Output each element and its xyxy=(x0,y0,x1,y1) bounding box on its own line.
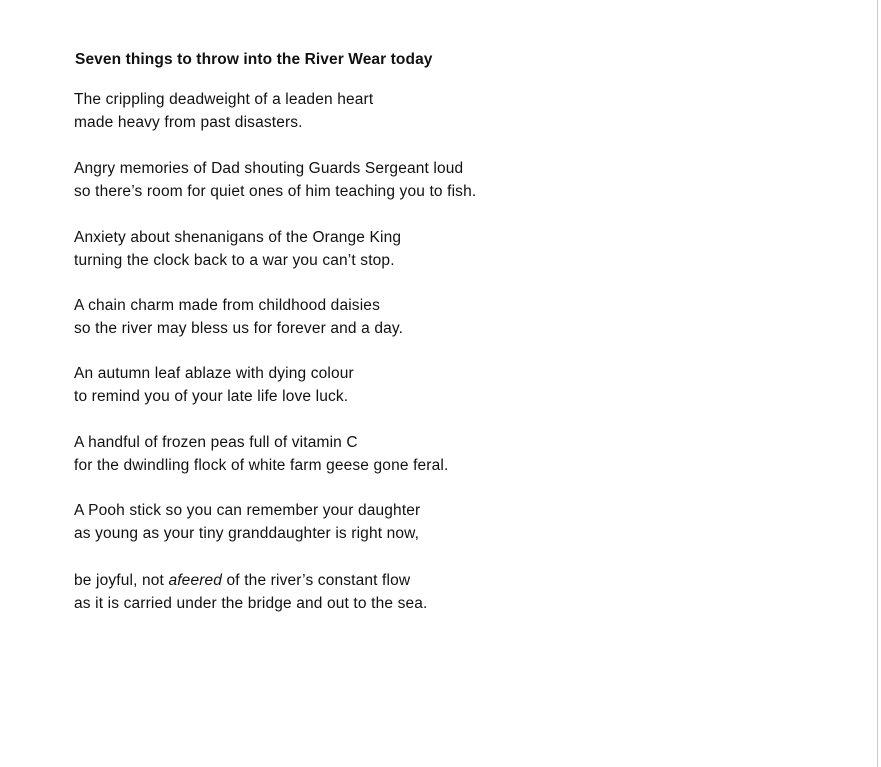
stanza-3 xyxy=(74,226,401,272)
stanza-line-text: of the river’s constant flow xyxy=(222,572,411,589)
stanza-line: A chain charm made from childhood daisies xyxy=(74,297,380,314)
stanza-line: The crippling deadweight of a leaden heart xyxy=(74,91,374,108)
stanza-line-text: be joyful, not xyxy=(74,572,169,589)
stanza-line: A Pooh stick so you can remember your daughter xyxy=(74,502,421,519)
stanza-line: as it is carried under the bridge and out to the sea. xyxy=(74,595,428,612)
stanza-line: A handful of frozen peas full of vitamin C xyxy=(74,434,358,451)
stanza-line: so there’s room for quiet ones of him teaching you to fish. xyxy=(74,183,477,200)
stanza-line xyxy=(74,569,427,592)
stanza-2 xyxy=(74,157,476,203)
stanza-8 xyxy=(74,569,427,615)
stanza-line: to remind you of your late life love luck. xyxy=(74,388,349,405)
stanza-line: made heavy from past disasters. xyxy=(74,114,303,131)
stanza-line: An autumn leaf ablaze with dying colour xyxy=(74,365,354,382)
stanza-1 xyxy=(74,88,373,134)
stanza-7 xyxy=(74,499,420,545)
stanza-line: turning the clock back to a war you can’t stop. xyxy=(74,252,395,269)
page-edge-divider xyxy=(877,0,878,767)
stanza-line: for the dwindling flock of white farm geese gone feral. xyxy=(74,457,449,474)
poem-title: Seven things to throw into the River Wear today xyxy=(75,51,433,68)
stanza-line: Angry memories of Dad shouting Guards Sergeant loud xyxy=(74,160,464,177)
stanza-4 xyxy=(74,294,403,340)
stanza-line: Anxiety about shenanigans of the Orange King xyxy=(74,229,402,246)
stanza-6 xyxy=(74,431,448,477)
italic-word: afeered xyxy=(168,572,223,589)
stanza-5 xyxy=(74,362,354,408)
stanza-line: so the river may bless us for forever and a day. xyxy=(74,320,404,337)
stanza-line: as young as your tiny granddaughter is right now, xyxy=(74,525,420,542)
